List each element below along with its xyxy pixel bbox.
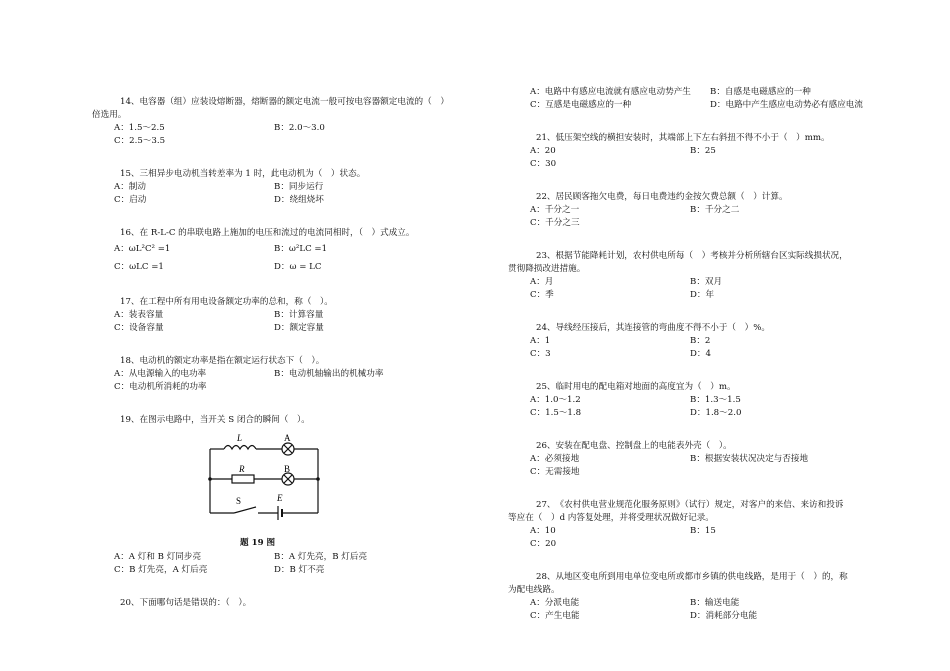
option-a: A：装表容量 xyxy=(114,310,164,320)
option-a: A：20 xyxy=(530,146,556,156)
options xyxy=(92,181,452,207)
option-b: B：千分之二 xyxy=(690,205,740,215)
option-c: C：无需接地 xyxy=(530,467,580,477)
option-d: D：ω = LC xyxy=(274,262,322,272)
option-c: C：电动机所消耗的功率 xyxy=(114,382,207,392)
option-d: D：年 xyxy=(690,290,715,300)
question-25 xyxy=(508,381,848,420)
option-b: B：计算容量 xyxy=(274,310,324,320)
option-b: B：输送电能 xyxy=(690,598,740,608)
option-b: B：1.3～1.5 xyxy=(690,395,741,405)
option-a: A：ωL²C² =1 xyxy=(114,244,171,254)
option-b: B：25 xyxy=(690,146,716,156)
question-stem: 低压架空线的横担安装时，其端部上下左右斜扭不得不小于（ ）mm。 xyxy=(555,133,830,143)
option-d: D：4 xyxy=(690,349,711,359)
right-column xyxy=(508,86,863,623)
left-column xyxy=(92,96,452,610)
label-e: E xyxy=(277,493,283,503)
option-b: B：2 xyxy=(690,336,711,346)
question-stem: 《农村供电营业规范化服务原则》（试行）规定，对客户的来信、来访和投诉等应在（ ）d 内答复处理，并将受理状况做好记录。 xyxy=(508,500,844,523)
option-d: D：绕组烧坏 xyxy=(274,195,324,205)
label-s: S xyxy=(236,496,242,506)
options xyxy=(508,86,863,112)
question-number: 20、 xyxy=(120,598,140,608)
option-c: C：启动 xyxy=(114,195,147,205)
question-number: 23、 xyxy=(536,251,556,261)
question-number: 18、 xyxy=(120,356,140,366)
option-c: C：互感是电磁感应的一种 xyxy=(530,100,632,110)
option-a: A：1 xyxy=(530,336,551,346)
options xyxy=(92,551,452,577)
question-stem: 电动机的额定功率是指在额定运行状态下（ ）。 xyxy=(139,356,325,366)
question-14 xyxy=(92,96,452,148)
switch-symbol xyxy=(234,507,256,513)
question-number: 14、 xyxy=(120,97,140,107)
question-stem: 电容器（组）应装设熔断器，熔断器的额定电流一般可按电容器额定电流的（ ）倍选用。 xyxy=(92,97,449,120)
option-d: D：电路中产生感应电动势必有感应电流 xyxy=(710,100,863,110)
option-b: B：ω²LC =1 xyxy=(274,244,328,254)
question-stem: 从地区变电所到用电单位变电所或都市乡镇的供电线路，是用于（ ）的，称为配电线路。 xyxy=(508,572,848,595)
option-b: B：双月 xyxy=(690,277,723,287)
option-c: C：设备容量 xyxy=(114,323,164,333)
option-a: A：制动 xyxy=(114,182,146,192)
option-a: A：A 灯和 B 灯同步亮 xyxy=(114,552,202,562)
question-17 xyxy=(92,296,452,335)
question-27 xyxy=(508,499,848,551)
question-number: 25、 xyxy=(536,382,556,392)
options xyxy=(92,122,452,148)
question-16 xyxy=(92,227,452,276)
option-b: B：根据安装状况决定与否接地 xyxy=(690,454,809,464)
option-a: A：从电源输入的电功率 xyxy=(114,369,207,379)
question-20-continued xyxy=(508,86,863,112)
question-number: 15、 xyxy=(120,169,140,179)
option-c: C：产生电能 xyxy=(530,611,580,621)
question-stem: 在工程中所有用电设备额定功率的总和，称（ ）。 xyxy=(139,297,333,307)
option-b: B：电动机轴输出的机械功率 xyxy=(274,369,384,379)
question-stem: 导线经压接后，其连接管的弯曲度不得不小于（ ）%。 xyxy=(555,323,770,333)
options xyxy=(508,335,848,361)
option-a: A：月 xyxy=(530,277,554,287)
label-a: A xyxy=(284,433,291,443)
question-number: 17、 xyxy=(120,297,140,307)
question-number: 19、 xyxy=(120,415,140,425)
question-number: 28、 xyxy=(536,572,556,582)
question-number: 26、 xyxy=(536,441,556,451)
option-b: B：2.0～3.0 xyxy=(274,123,325,133)
question-23 xyxy=(508,250,848,302)
option-a: A：10 xyxy=(530,526,556,536)
option-c: C：B 灯先亮，A 灯后亮 xyxy=(114,565,208,575)
question-24 xyxy=(508,322,848,361)
question-26 xyxy=(508,440,848,479)
question-stem: 在图示电路中，当开关 S 闭合的瞬间（ ）。 xyxy=(139,415,310,425)
options xyxy=(508,525,848,551)
options xyxy=(508,453,848,479)
option-a: A：1.5～2.5 xyxy=(114,123,165,133)
options xyxy=(92,368,452,394)
question-number: 24、 xyxy=(536,323,556,333)
question-22 xyxy=(508,191,848,230)
option-c: C：2.5～3.5 xyxy=(114,136,166,146)
options xyxy=(508,204,848,230)
question-19 xyxy=(92,414,452,577)
option-c: C：20 xyxy=(530,539,557,549)
option-b: B：自感是电磁感应的一种 xyxy=(710,87,811,97)
option-c: C：30 xyxy=(530,159,557,169)
option-c: C：千分之三 xyxy=(530,218,580,228)
question-number: 22、 xyxy=(536,192,556,202)
question-number: 21、 xyxy=(536,133,556,143)
question-15 xyxy=(92,168,452,207)
question-stem: 安装在配电盘、控制盘上的电能表外壳（ ）。 xyxy=(555,441,732,451)
option-c: C：3 xyxy=(530,349,551,359)
question-number: 27、 xyxy=(536,500,556,510)
resistor-symbol xyxy=(232,475,254,483)
option-b: B：15 xyxy=(690,526,716,536)
options xyxy=(92,240,452,276)
option-a: A：1.0～1.2 xyxy=(530,395,581,405)
options xyxy=(508,276,848,302)
question-number: 16、 xyxy=(120,228,140,238)
question-21 xyxy=(508,132,848,171)
option-c: C：ωLC =1 xyxy=(114,262,164,272)
figure-caption: 题 19 图 xyxy=(240,538,276,548)
option-d: D：额定容量 xyxy=(274,323,324,333)
option-c: C：1.5～1.8 xyxy=(530,408,582,418)
option-a: A：必须接地 xyxy=(530,454,580,464)
options xyxy=(92,309,452,335)
label-l: L xyxy=(237,433,243,443)
label-b: B xyxy=(284,464,291,474)
question-stem: 临时用电的配电箱对地面的高度宜为（ ）m。 xyxy=(555,382,736,392)
question-stem: 根据节能降耗计划，农村供电所每（ ）考核并分析所辖台区实际线损状况，贯彻降损改进措施。 xyxy=(508,251,848,274)
option-a: A：千分之一 xyxy=(530,205,580,215)
option-d: D：1.8～2.0 xyxy=(690,408,742,418)
options xyxy=(508,145,848,171)
question-18 xyxy=(92,355,452,394)
option-c: C：季 xyxy=(530,290,554,300)
options xyxy=(508,597,848,623)
inductor-symbol xyxy=(224,446,256,450)
option-d: D：B 灯不亮 xyxy=(274,565,325,575)
option-b: B：A 灯先亮，B 灯后亮 xyxy=(274,552,368,562)
label-r: R xyxy=(239,464,245,474)
question-stem: 在 R-L-C 的串联电路上施加的电压和流过的电流同相时，（ ）式成立。 xyxy=(139,228,415,238)
question-stem: 下面哪句话是错误的：（ ）。 xyxy=(139,598,252,608)
circuit-figure xyxy=(92,433,452,551)
option-b: B：同步运行 xyxy=(274,182,324,192)
question-28 xyxy=(508,571,848,623)
question-stem: 居民顾客拖欠电费，每日电费违约金按欠费总额（ ）计算。 xyxy=(555,192,788,202)
question-stem: 三相异步电动机当转差率为 1 时，此电动机为（ ）状态。 xyxy=(139,169,366,179)
question-20 xyxy=(92,597,452,610)
option-a: A：电路中有感应电流就有感应电动势产生 xyxy=(530,87,691,97)
option-a: A：分派电能 xyxy=(530,598,580,608)
options xyxy=(508,394,848,420)
option-d: D：消耗部分电能 xyxy=(690,611,758,621)
circuit-diagram xyxy=(204,433,324,533)
